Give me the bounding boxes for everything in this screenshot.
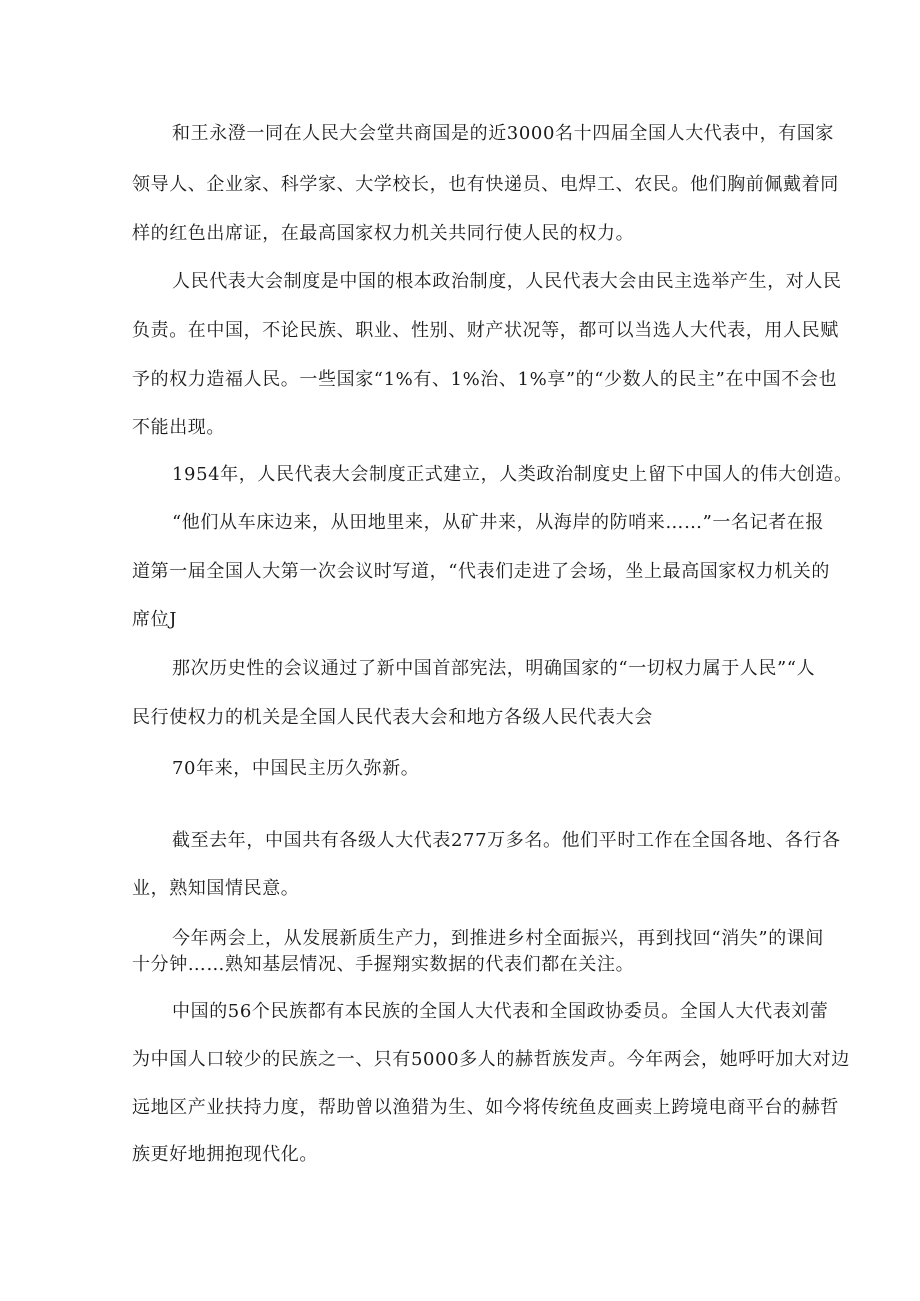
paragraph-line: 民行使权力的机关是全国人民代表大会和地方各级人民代表大会	[132, 707, 653, 728]
paragraph-line: 为中国人口较少的民族之一、只有5000多人的赫哲族发声。今年两会，她呼吁加大对边	[132, 1049, 850, 1070]
paragraph-line: 远地区产业扶持力度，帮助曾以渔猎为生、如今将传统鱼皮画卖上跨境电商平台的赫哲	[132, 1097, 839, 1118]
paragraph-line: 样的红色出席证，在最高国家权力机关共同行使人民的权力。	[132, 223, 635, 244]
paragraph-line: 予的权力造福人民。一些国家“1%有、1%治、1%享”的“少数人的民主”在中国不会也	[132, 369, 838, 390]
paragraph-line: 负责。在中国，不论民族、职业、性别、财产状况等，都可以当选人大代表，用人民赋	[132, 320, 839, 341]
paragraph-line: 道第一届全国人大第一次会议时写道，“代表们走进了会场，坐上最高国家权力机关的	[132, 561, 830, 582]
paragraph-line: 席位J	[132, 609, 178, 630]
paragraph-line: 人民代表大会制度是中国的根本政治制度，人民代表大会由民主选举产生，对人民	[172, 271, 842, 292]
paragraph-line: 中国的56个民族都有本民族的全国人大代表和全国政协委员。全国人大代表刘蕾	[172, 1001, 829, 1022]
paragraph-line: 不能出现。	[132, 417, 225, 438]
paragraph-line: 业，熟知国情民意。	[132, 878, 300, 899]
paragraph-line: 截至去年，中国共有各级人大代表277万多名。他们平时工作在全国各地、各行各	[172, 830, 841, 851]
paragraph-line: 和王永澄一同在人民大会堂共商国是的近3000名十四届全国人大代表中，有国家	[172, 123, 835, 144]
paragraph-line: 今年两会上，从发展新质生产力，到推进乡村全面振兴，再到找回“消失”的课间	[172, 928, 825, 949]
paragraph-line: “他们从车床边来，从田地里来，从矿井来，从海岸的防哨来……”一名记者在报	[172, 512, 825, 533]
paragraph-line: 70年来，中国民主历久弥新。	[172, 758, 420, 779]
paragraph-line: 那次历史性的会议通过了新中国首部宪法，明确国家的“一切权力属于人民”“人	[172, 658, 816, 679]
paragraph-line: 十分钟……熟知基层情况、手握翔实数据的代表们都在关注。	[132, 954, 635, 975]
paragraph-line: 1954年，人民代表大会制度正式建立，人类政治制度史上留下中国人的伟大创造。	[172, 464, 853, 485]
paragraph-line: 领导人、企业家、科学家、大学校长，也有快递员、电焊工、农民。他们胸前佩戴着同	[132, 174, 839, 195]
paragraph-line: 族更好地拥抱现代化。	[132, 1144, 318, 1165]
